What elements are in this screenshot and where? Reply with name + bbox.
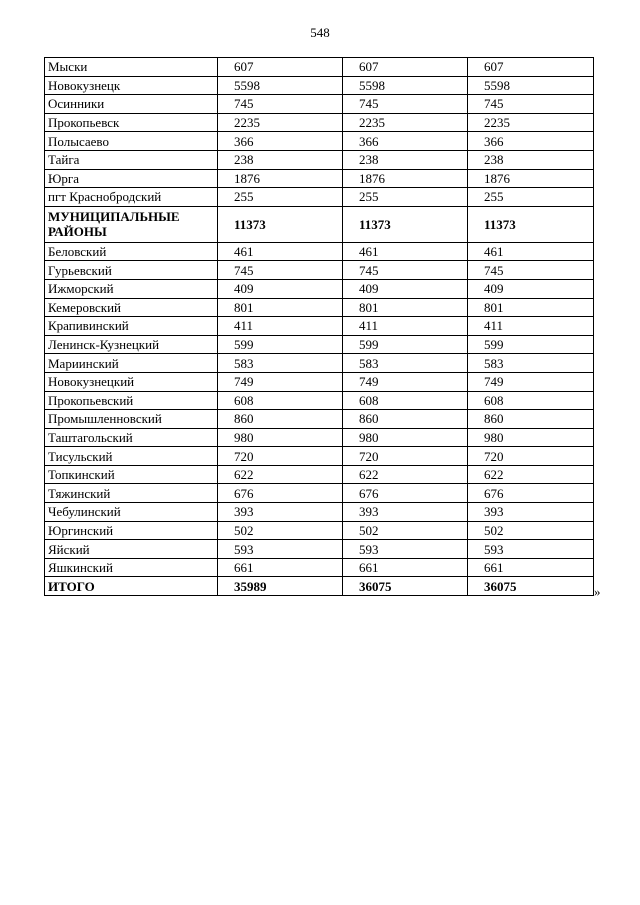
- row-name-cell: Гурьевский: [45, 261, 218, 280]
- row-value-3-cell: 607: [468, 58, 594, 77]
- row-name-cell: Прокопьевский: [45, 391, 218, 410]
- table-row: [45, 410, 594, 429]
- row-name-cell: Полысаево: [45, 132, 218, 151]
- row-name-cell: Таштагольский: [45, 428, 218, 447]
- row-value-1-cell: 608: [218, 391, 343, 410]
- row-value-3-cell: 676: [468, 484, 594, 503]
- row-value-2-cell: 11373: [343, 206, 468, 242]
- row-value-1-cell: 2235: [218, 113, 343, 132]
- row-name-cell: Осинники: [45, 95, 218, 114]
- data-table: [44, 57, 594, 596]
- row-value-1-cell: 366: [218, 132, 343, 151]
- table-row: [45, 484, 594, 503]
- row-name-cell: Мариинский: [45, 354, 218, 373]
- table-row: [45, 261, 594, 280]
- row-value-1-cell: 411: [218, 317, 343, 336]
- row-name-cell: Тайга: [45, 150, 218, 169]
- row-value-2-cell: 238: [343, 150, 468, 169]
- row-value-3-cell: 720: [468, 447, 594, 466]
- row-value-3-cell: 2235: [468, 113, 594, 132]
- row-name-cell: Ленинск-Кузнецкий: [45, 335, 218, 354]
- row-value-2-cell: 366: [343, 132, 468, 151]
- table-row: [45, 132, 594, 151]
- row-value-1-cell: 599: [218, 335, 343, 354]
- row-value-1-cell: 461: [218, 242, 343, 261]
- row-value-1-cell: 502: [218, 521, 343, 540]
- row-value-2-cell: 411: [343, 317, 468, 336]
- closing-quote-mark: »: [594, 584, 601, 599]
- row-value-2-cell: 608: [343, 391, 468, 410]
- row-name-cell: Яшкинский: [45, 558, 218, 577]
- table-row: [45, 335, 594, 354]
- row-value-1-cell: 393: [218, 503, 343, 522]
- row-value-3-cell: 393: [468, 503, 594, 522]
- row-value-3-cell: 599: [468, 335, 594, 354]
- table-row: [45, 521, 594, 540]
- row-value-2-cell: 583: [343, 354, 468, 373]
- row-value-3-cell: 1876: [468, 169, 594, 188]
- row-value-3-cell: 801: [468, 298, 594, 317]
- row-value-2-cell: 409: [343, 279, 468, 298]
- row-name-cell: Мыски: [45, 58, 218, 77]
- table-row: [45, 279, 594, 298]
- row-value-2-cell: 622: [343, 465, 468, 484]
- row-name-cell: Топкинский: [45, 465, 218, 484]
- row-value-3-cell: 411: [468, 317, 594, 336]
- row-name-cell: Юрга: [45, 169, 218, 188]
- row-value-2-cell: 749: [343, 372, 468, 391]
- row-value-3-cell: 502: [468, 521, 594, 540]
- row-value-3-cell: 409: [468, 279, 594, 298]
- row-value-2-cell: 5598: [343, 76, 468, 95]
- row-value-1-cell: 593: [218, 540, 343, 559]
- row-value-1-cell: 801: [218, 298, 343, 317]
- row-value-1-cell: 622: [218, 465, 343, 484]
- row-name-cell: Новокузнецк: [45, 76, 218, 95]
- row-value-1-cell: 676: [218, 484, 343, 503]
- row-name-cell: Чебулинский: [45, 503, 218, 522]
- row-name-cell: Яйский: [45, 540, 218, 559]
- row-value-1-cell: 1876: [218, 169, 343, 188]
- table-row: [45, 242, 594, 261]
- page-number: 548: [310, 25, 330, 40]
- row-value-3-cell: 860: [468, 410, 594, 429]
- row-name-cell: Крапивинский: [45, 317, 218, 336]
- row-value-1-cell: 745: [218, 95, 343, 114]
- row-name-cell: Промышленновский: [45, 410, 218, 429]
- row-value-3-cell: 461: [468, 242, 594, 261]
- table-row: [45, 503, 594, 522]
- row-value-3-cell: 255: [468, 188, 594, 207]
- row-value-3-cell: 5598: [468, 76, 594, 95]
- row-value-1-cell: 661: [218, 558, 343, 577]
- row-value-2-cell: 502: [343, 521, 468, 540]
- row-value-2-cell: 860: [343, 410, 468, 429]
- row-name-cell: Тисульский: [45, 447, 218, 466]
- row-value-2-cell: 1876: [343, 169, 468, 188]
- row-value-3-cell: 745: [468, 261, 594, 280]
- row-value-2-cell: 599: [343, 335, 468, 354]
- row-value-1-cell: 255: [218, 188, 343, 207]
- table-row: [45, 391, 594, 410]
- row-value-2-cell: 2235: [343, 113, 468, 132]
- row-value-3-cell: 593: [468, 540, 594, 559]
- table-row: [45, 372, 594, 391]
- row-value-3-cell: 980: [468, 428, 594, 447]
- row-value-3-cell: 622: [468, 465, 594, 484]
- table-row: [45, 206, 594, 242]
- row-value-1-cell: 720: [218, 447, 343, 466]
- row-value-2-cell: 801: [343, 298, 468, 317]
- row-value-1-cell: 583: [218, 354, 343, 373]
- row-value-3-cell: 366: [468, 132, 594, 151]
- row-value-1-cell: 35989: [218, 577, 343, 596]
- table-row: [45, 76, 594, 95]
- row-value-3-cell: 661: [468, 558, 594, 577]
- table-row: [45, 540, 594, 559]
- row-value-1-cell: 749: [218, 372, 343, 391]
- table-row: [45, 577, 594, 596]
- row-value-3-cell: 238: [468, 150, 594, 169]
- row-name-cell: Ижморский: [45, 279, 218, 298]
- row-name-cell: пгт Краснобродский: [45, 188, 218, 207]
- row-name-cell: МУНИЦИПАЛЬНЫЕ РАЙОНЫ: [45, 206, 218, 242]
- row-value-1-cell: 745: [218, 261, 343, 280]
- row-name-cell: ИТОГО: [45, 577, 218, 596]
- row-value-2-cell: 676: [343, 484, 468, 503]
- row-value-3-cell: 583: [468, 354, 594, 373]
- row-value-2-cell: 607: [343, 58, 468, 77]
- row-name-cell: Прокопьевск: [45, 113, 218, 132]
- row-value-2-cell: 393: [343, 503, 468, 522]
- row-name-cell: Тяжинский: [45, 484, 218, 503]
- table-row: [45, 428, 594, 447]
- row-value-3-cell: 11373: [468, 206, 594, 242]
- row-value-3-cell: 749: [468, 372, 594, 391]
- table-row: [45, 150, 594, 169]
- row-value-2-cell: 980: [343, 428, 468, 447]
- table-body: [45, 58, 594, 596]
- table-row: [45, 465, 594, 484]
- row-value-1-cell: 607: [218, 58, 343, 77]
- table-row: [45, 188, 594, 207]
- table-row: [45, 354, 594, 373]
- row-value-1-cell: 980: [218, 428, 343, 447]
- row-value-1-cell: 11373: [218, 206, 343, 242]
- row-value-1-cell: 860: [218, 410, 343, 429]
- table-row: [45, 169, 594, 188]
- row-value-3-cell: 36075: [468, 577, 594, 596]
- row-value-2-cell: 745: [343, 261, 468, 280]
- row-name-cell: Новокузнецкий: [45, 372, 218, 391]
- row-name-cell: Юргинский: [45, 521, 218, 540]
- table-row: [45, 298, 594, 317]
- row-value-2-cell: 36075: [343, 577, 468, 596]
- table-row: [45, 317, 594, 336]
- row-value-3-cell: 745: [468, 95, 594, 114]
- row-name-cell: Беловский: [45, 242, 218, 261]
- row-value-1-cell: 409: [218, 279, 343, 298]
- table-row: [45, 447, 594, 466]
- row-value-2-cell: 745: [343, 95, 468, 114]
- row-value-2-cell: 461: [343, 242, 468, 261]
- row-name-cell: Кемеровский: [45, 298, 218, 317]
- row-value-1-cell: 238: [218, 150, 343, 169]
- row-value-2-cell: 593: [343, 540, 468, 559]
- row-value-2-cell: 661: [343, 558, 468, 577]
- table-row: [45, 58, 594, 77]
- row-value-2-cell: 255: [343, 188, 468, 207]
- table-row: [45, 113, 594, 132]
- row-value-3-cell: 608: [468, 391, 594, 410]
- row-value-2-cell: 720: [343, 447, 468, 466]
- row-value-1-cell: 5598: [218, 76, 343, 95]
- table-row: [45, 95, 594, 114]
- table-row: [45, 558, 594, 577]
